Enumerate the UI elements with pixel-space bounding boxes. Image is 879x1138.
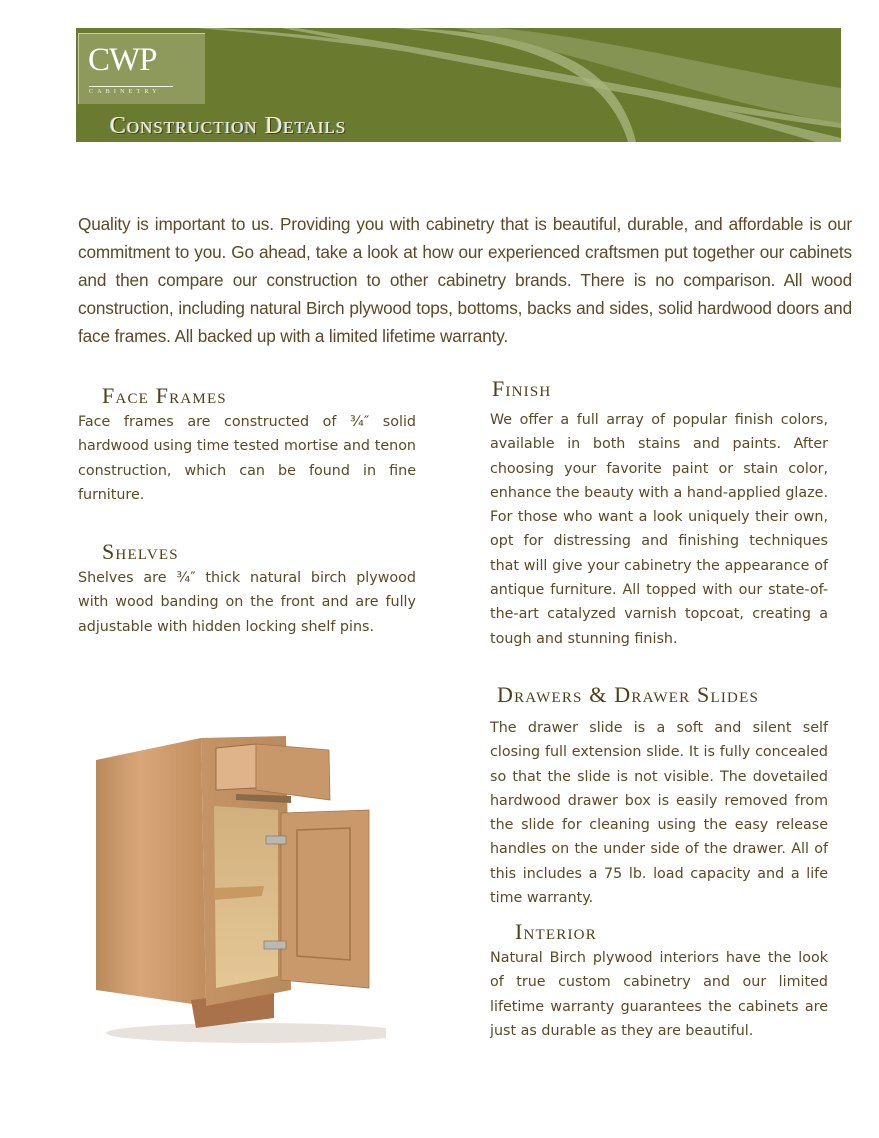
cabinet-side-panel <box>96 738 206 1006</box>
drawers-body: The drawer slide is a soft and silent self closing full extension slide. It is fully concealed so that the slide is not visible. The dovetailed hardwood drawer box is easily removed from the slide for cleaning using the easy release handles on the under side of the drawer. All of this includes a 75 lb. load capacity and a life time warranty. <box>490 720 828 907</box>
drawer-box <box>216 744 256 790</box>
cabinet-door <box>281 810 369 988</box>
logo-subtitle: CABINETRY <box>89 89 161 95</box>
logo-divider <box>89 86 173 87</box>
interior-body: Natural Birch plywood interiors have the look of true custom cabinetry and our limited lifetime warranty guarantees the cabinets are just as durable as they are beautiful. <box>490 950 828 1039</box>
shelves-heading: Shelves <box>102 539 179 564</box>
header-banner <box>76 28 841 142</box>
drawer-front <box>256 744 330 800</box>
hinge-icon <box>266 836 286 844</box>
cabinet-illustration <box>86 728 386 1048</box>
finish-body: We offer a full array of popular finish colors, available in both stains and paints. After choosing your favorite paint or stain color, enhance the beauty with a hand-applied glaze. For those who want a look uniquely their own, opt for distressing and finishing techniques that will give your cabinetry the appearance of antique furniture. All topped with our state-of-the-art catalyzed varnish topcoat, creating a tough and stunning finish. <box>490 412 828 647</box>
interior-heading: Interior <box>515 919 597 944</box>
drawers-heading: Drawers & Drawer Slides <box>497 682 759 707</box>
logo-wordmark: CWP <box>88 42 157 78</box>
face-frames-body: Face frames are constructed of ¾″ solid hardwood using time tested mortise and tenon construction, which can be found in fine furniture. <box>78 414 416 503</box>
hinge-icon <box>264 941 286 949</box>
finish-heading: Finish <box>492 376 552 401</box>
shelves-body: Shelves are ¾″ thick natural birch plywood with wood banding on the front and are fully adjustable with hidden locking shelf pins. <box>78 570 416 635</box>
intro-paragraph: Quality is important to us. Providing you with cabinetry that is beautiful, durable, and affordable is our commitment to you. Go ahead, take a look at how our experienced craftsmen put together our cabinets and then compare our construction to other cabinetry brands. There is no comparison. All wood construction, including natural Birch plywood tops, bottoms, backs and sides, solid hardwood doors and face frames. All backed up with a limited lifetime warranty. <box>78 214 852 346</box>
page-title: Construction Details <box>110 113 347 139</box>
logo <box>78 33 205 104</box>
cabinet-shadow <box>106 1023 386 1043</box>
face-frames-heading: Face Frames <box>102 383 227 408</box>
